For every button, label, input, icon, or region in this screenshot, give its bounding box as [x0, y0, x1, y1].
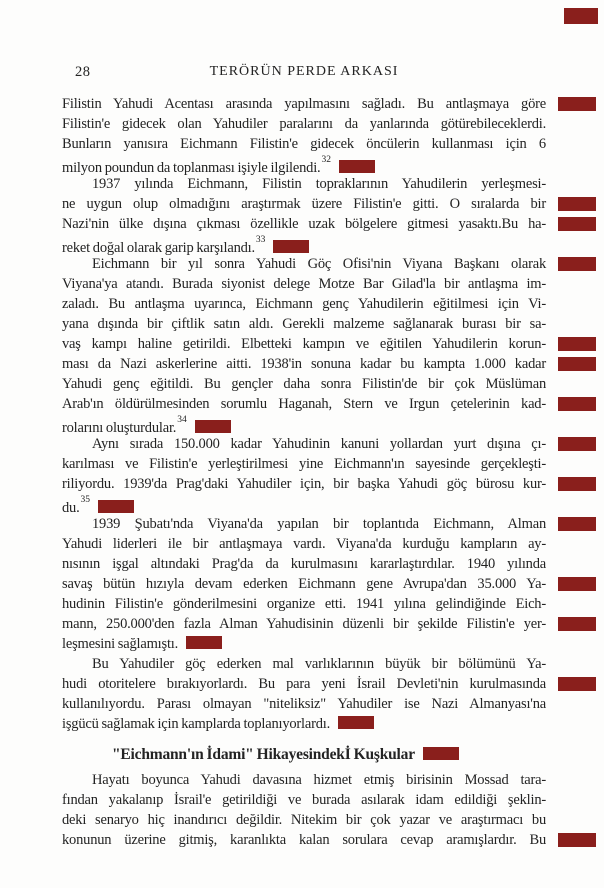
- text-line-text: zaladı. Bu antlaşma uyarınca, Eichmann genç Yahudilerin eğitilmesi için Vi-: [62, 296, 546, 312]
- paragraph: [62, 434, 546, 514]
- text-line: [62, 790, 546, 810]
- text-line: [62, 494, 546, 514]
- text-line-text: kullanılıyordu. Parası olmayan "niteliksiz" Yahudiler ise Nazi Almanyası'na: [62, 696, 546, 712]
- text-line: [62, 514, 546, 534]
- text-line-text: 1939 Şubatı'nda Viyana'da yapılan bir toplantıda Eichmann, Alman: [92, 516, 546, 532]
- text-line-text: hudinin Filistin'e gönderilmesini organize etti. 1941 yılına gelindiğinde Eich-: [62, 596, 546, 612]
- text-line-text: Eichmann bir yıl sonra Yahudi Göç Ofisi'nin Viyana Başkanı olarak: [92, 256, 546, 272]
- text-line-text: reket doğal olarak garip karşılandı.: [62, 239, 255, 256]
- footnote-ref: 33: [255, 234, 266, 245]
- text-line-text: konunun üzerine gitmiş, karanlıkta kalan sorulara cevap aramışlardır. Bu: [62, 832, 546, 848]
- text-line-text: Bu Yahudiler göç ederken mal varlıklarının büyük bir bölümünü Ya-: [92, 656, 546, 672]
- redaction-mark: [558, 397, 596, 411]
- redaction-mark: [339, 160, 375, 173]
- redaction-mark: [558, 257, 596, 271]
- redaction-mark: [558, 217, 596, 231]
- text-line-text: Arab'ın öldürülmesinden sorumlu Haganah, Stern ve Irgun çetelerinin kad-: [62, 396, 546, 412]
- section-heading-text: "Eichmann'ın İdami" Hikayesindekİ Kuşkular: [112, 746, 415, 763]
- paragraph: [62, 770, 546, 850]
- redaction-mark: [423, 747, 459, 760]
- running-head: TERÖRÜN PERDE ARKASI: [209, 64, 399, 79]
- text-line-text: rolarını oluşturdular.: [62, 419, 177, 436]
- redaction-mark: [564, 8, 598, 24]
- text-line: [62, 114, 546, 134]
- text-line: [62, 614, 546, 634]
- text-line: [62, 94, 546, 114]
- footnote-ref: 35: [80, 494, 91, 505]
- text-line: [62, 574, 546, 594]
- paragraph: [62, 654, 546, 734]
- text-line: [62, 354, 546, 374]
- text-line: [62, 534, 546, 554]
- text-line-text: Hayatı boyunca Yahudi davasına hizmet etmiş birisinin Mossad tara-: [92, 772, 546, 788]
- text-line-text: Nazi'nin ülke dışına çıkması özellikle uzak bölgelere gitmesi yasaktı.Bu ha-: [62, 216, 546, 232]
- text-line: [62, 174, 546, 194]
- redaction-mark: [558, 617, 596, 631]
- text-line: [62, 634, 546, 654]
- text-line: [62, 594, 546, 614]
- paragraph: [62, 94, 546, 174]
- text-line: [62, 554, 546, 574]
- text-line: [62, 654, 546, 674]
- text-line: [62, 694, 546, 714]
- text-line: [62, 770, 546, 790]
- text-line: [62, 414, 546, 434]
- text-line-text: savaş bütün hızıyla devam ederken Eichmann gene Avrupa'dan 35.000 Ya-: [62, 576, 546, 592]
- redaction-mark: [558, 477, 596, 491]
- footnote-ref: 34: [177, 414, 187, 425]
- text-line-text: ması da Nazi askerlerine aitti. 1938'in sonuna kadar bu kampta 1.000 kadar: [62, 356, 546, 372]
- text-line: [62, 294, 546, 314]
- redaction-mark: [273, 240, 309, 253]
- redaction-mark: [558, 337, 596, 351]
- text-line: [62, 214, 546, 234]
- redaction-mark: [558, 97, 596, 111]
- text-line-text: Aynı sırada 150.000 kadar Yahudinin kanuni yollardan yurt dışına çı-: [92, 436, 546, 452]
- text-line-text: yana dışında bir çiftlik satın aldı. Gerekli malzeme sağlanarak burası bir sa-: [62, 316, 546, 332]
- section-heading: [62, 744, 546, 766]
- text-line: [62, 474, 546, 494]
- text-line-text: fından yakalanıp İsrail'e getirildiği ve burada asılarak idam edildiği şeklin-: [62, 792, 546, 808]
- text-line-text: nısının işgal altındaki Prag'da da kurulmasını kararlaştırdılar. 1940 yılında: [62, 556, 546, 572]
- text-line: [62, 154, 546, 174]
- body-text: [62, 94, 546, 850]
- text-line: [62, 374, 546, 394]
- redaction-mark: [195, 420, 231, 433]
- paragraph: [62, 174, 546, 254]
- text-line-text: karılması ve Filistin'e yerleştirilmesi yine Eichmann'ın sayesinde gerçekleşti-: [62, 456, 546, 472]
- text-line: [62, 434, 546, 454]
- text-line-text: deki senaryo hiç inandırıcı değildir. Nitekim bir çok yazar ve araştırmacı bu: [62, 812, 546, 828]
- page-header: [62, 64, 546, 84]
- redaction-mark: [98, 500, 134, 513]
- redaction-mark: [558, 197, 596, 211]
- redaction-mark: [558, 517, 596, 531]
- text-line-text: du.: [62, 499, 80, 516]
- text-line-text: hudi otoritelere bırakıyorlardı. Bu para yeni İsrail Devleti'nin kurulmasında: [62, 676, 546, 692]
- text-line: [62, 674, 546, 694]
- text-line: [62, 194, 546, 214]
- redaction-mark: [558, 677, 596, 691]
- text-line-text: mann, 250.000'den fazla Alman Yahudisinin düzenli bir şekilde Filistin'e yer-: [62, 616, 546, 632]
- text-line-text: Yahudi genç eğitildi. Bu gençler daha sonra Filistin'de bir çok Müslüman: [62, 376, 546, 392]
- text-line: [62, 274, 546, 294]
- text-line-text: riliyordu. 1939'da Prag'daki Yahudiler için, bir başka Yahudi göç bürosu kur-: [62, 476, 546, 492]
- text-line: [62, 830, 546, 850]
- text-line-text: Filistin'e gidecek olan Yahudiler paralarını da yanlarında götürebileceklerdi.: [62, 116, 546, 132]
- text-line-text: işgücü sağlamak için kamplarda toplanıyorlardı.: [62, 716, 331, 732]
- redaction-mark: [558, 577, 596, 591]
- redaction-mark: [338, 716, 374, 729]
- text-line-text: vaş kampı haline getirildi. Elbetteki kampın ve eğitilen Yahudilerin korun-: [62, 336, 546, 352]
- text-line-text: Yahudi liderleri ile bir antlaşmaya vardı. Viyana'da kurduğu kampların ay-: [62, 536, 546, 552]
- text-line: [62, 714, 546, 734]
- text-line: [62, 454, 546, 474]
- paragraph: [62, 514, 546, 654]
- redaction-mark: [558, 437, 596, 451]
- paragraph: [62, 254, 546, 434]
- redaction-mark: [558, 357, 596, 371]
- text-line: [62, 254, 546, 274]
- text-line-text: Filistin Yahudi Acentası arasında yapılmasını sağladı. Bu antlaşmaya göre: [62, 96, 546, 112]
- text-line-text: leşmesini sağlamıştı.: [62, 636, 179, 652]
- text-line: [62, 334, 546, 354]
- text-line: [62, 314, 546, 334]
- redaction-mark: [558, 833, 596, 847]
- text-line-text: Bunların yanısıra Eichmann Filistin'e gidecek öncülerin kullanması için 6: [62, 136, 546, 152]
- footnote-ref: 32: [321, 154, 331, 165]
- text-line: [62, 134, 546, 154]
- text-line-text: ne uygun olup olmadığını araştırmak üzere Filistin'e gitti. O sıralarda bir: [62, 196, 546, 212]
- text-line: [62, 810, 546, 830]
- text-line: [62, 234, 546, 254]
- redaction-mark: [186, 636, 222, 649]
- text-line-text: 1937 yılında Eichmann, Filistin topraklarının Yahudilerin yerleşmesi-: [92, 176, 546, 192]
- text-line-text: Viyana'ya atandı. Burada siyonist delege Motze Bar Gilad'la bir antlaşma im-: [62, 276, 546, 292]
- page-number: 28: [75, 64, 91, 80]
- text-line-text: milyon poundun da toplanması işiyle ilgilendi.: [62, 159, 321, 176]
- text-line: [62, 394, 546, 414]
